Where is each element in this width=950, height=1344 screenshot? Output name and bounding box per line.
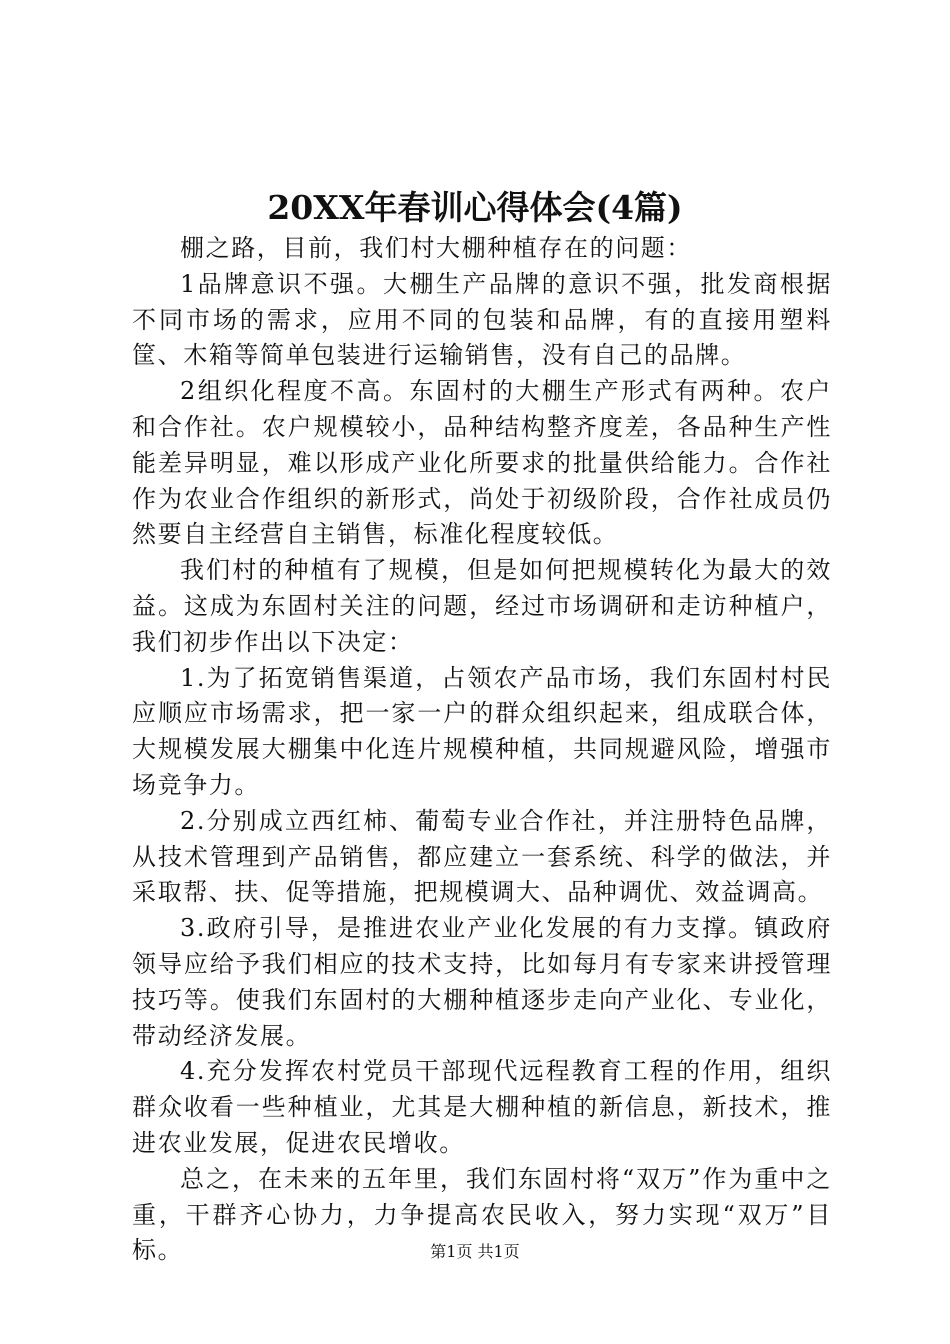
paragraph: 总之，在未来的五年里，我们东固村将“双万”作为重中之重，干群齐心协力，力争提高农民收入，努力实现“双万”目标。 bbox=[132, 1164, 832, 1265]
paragraph: 3.政府引导，是推进农业产业化发展的有力支撑。镇政府领导应给予我们相应的技术支持，比如每月有专家来讲授管理技巧等。使我们东固村的大棚种植逐步走向产业化、专业化，带动经济发展。 bbox=[132, 914, 832, 1050]
paragraph: 我们村的种植有了规模，但是如何把规模转化为最大的效益。这成为东固村关注的问题，经过市场调研和走访种植户，我们初步作出以下决定： bbox=[132, 556, 832, 656]
page-footer: 第1页 共1页 bbox=[430, 1242, 520, 1261]
paragraph: 4.充分发挥农村党员干部现代远程教育工程的作用，组织群众收看一些种植业，尤其是大棚种植的新信息，新技术，推进农业发展，促进农民增收。 bbox=[132, 1057, 832, 1157]
paragraph: 1品牌意识不强。大棚生产品牌的意识不强，批发商根据不同市场的需求，应用不同的包装和品牌，有的直接用塑料筐、木箱等简单包装进行运输销售，没有自己的品牌。 bbox=[132, 269, 832, 370]
document-title: 20XX年春训心得体会(4篇) bbox=[267, 188, 683, 227]
paragraph: 2.分别成立西红柿、葡萄专业合作社，并注册特色品牌，从技术管理到产品销售，都应建立一套系统、科学的做法，并采取帮、扶、促等措施，把规模调大、品种调优、效益调高。 bbox=[132, 806, 832, 907]
paragraph: 1.为了拓宽销售渠道，占领农产品市场，我们东固村村民应顺应市场需求，把一家一户的群众组织起来，组成联合体，大规模发展大棚集中化连片规模种植，共同规避风险，增强市场竞争力。 bbox=[132, 663, 832, 799]
paragraph: 棚之路，目前，我们村大棚种植存在的问题： bbox=[180, 234, 692, 262]
document-body bbox=[132, 231, 832, 1269]
paragraph: 2组织化程度不高。东固村的大棚生产形式有两种。农户和合作社。农户规模较小，品种结构整齐度差，各品种生产性能差异明显，难以形成产业化所要求的批量供给能力。合作社作为农业合作组织的新形式，尚处于初级阶段，合作社成员仍然要自主经营自主销售，标准化程度较低。 bbox=[132, 377, 832, 549]
